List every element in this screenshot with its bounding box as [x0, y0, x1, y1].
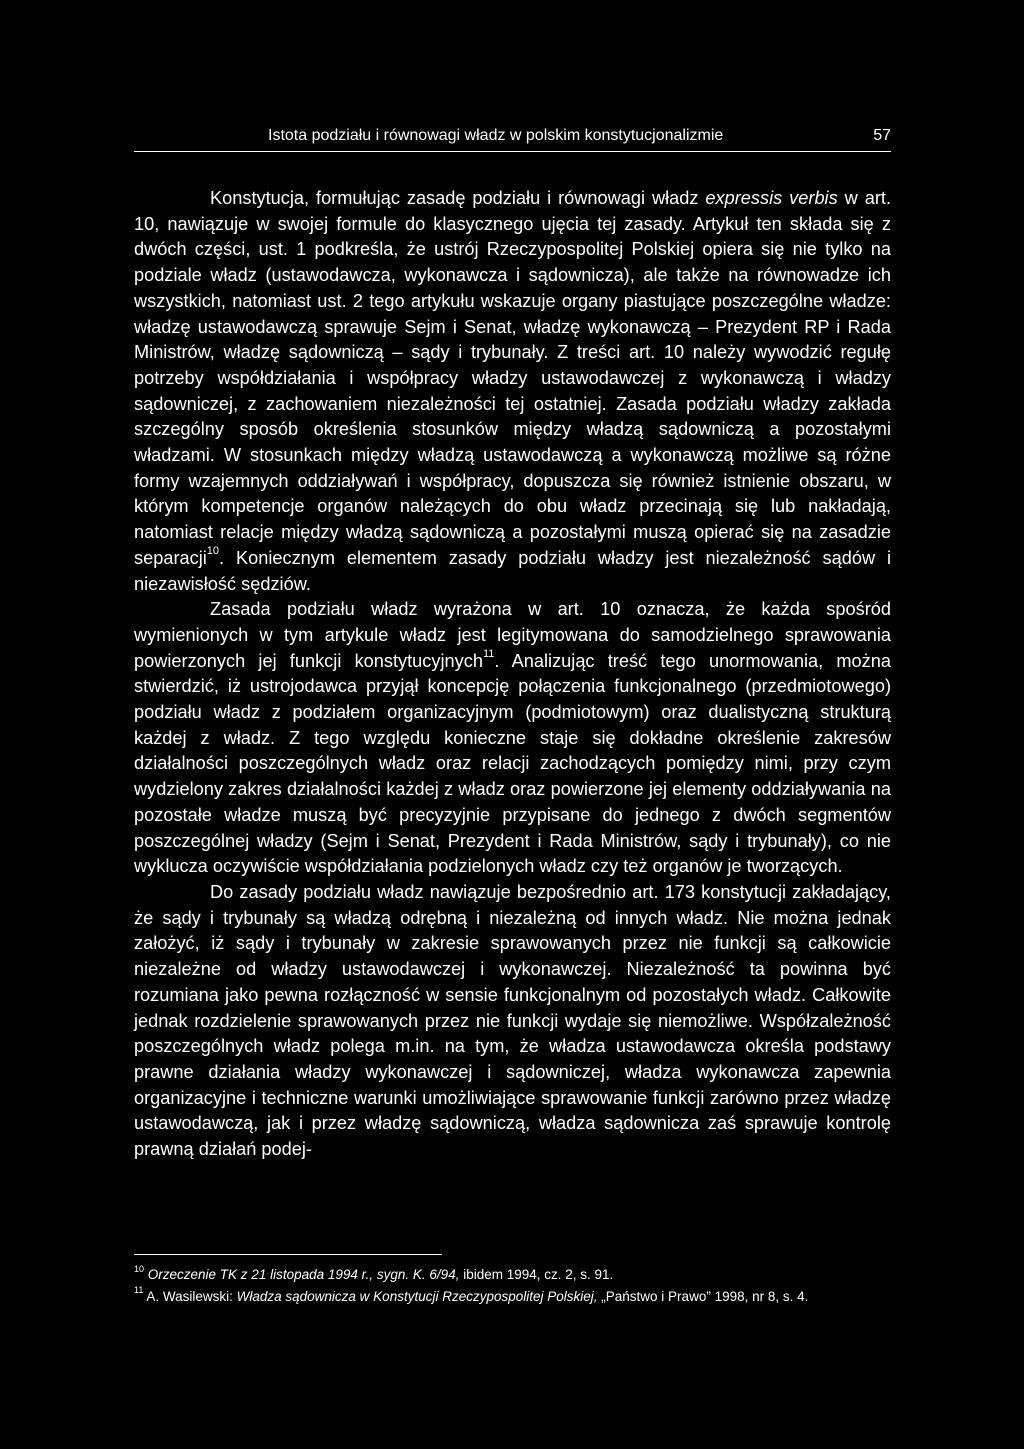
footnote-separator: [134, 1254, 442, 1255]
footnote-text: ibidem 1994, cz. 2, s. 91.: [459, 1267, 614, 1282]
paragraph-2: [134, 597, 891, 880]
paragraph-1-text-c: . Koniecznym elementem zasady podziału władzy jest niezależność sądów i niezawisłość sędziów.: [134, 547, 891, 594]
main-text: [134, 186, 891, 1163]
page-number: 57: [873, 127, 891, 144]
running-header-title: Istota podziału i równowagi władz w polskim konstytucjonalizmie: [268, 127, 724, 144]
paragraph-1-text-b: w art. 10, nawiązuje w swojej formule do klasycznego ujęcia tej zasady. Artykuł ten składa się z dwóch części, ust. 1 podkreśla, że ustrój Rzeczypospolitej Polskiej opiera się nie tylko na podziale władz (ustawodawcza, wykonawcza i sądownicza), ale także na równowadze ich wszystkich, natomiast ust. 2 tego artykułu wskazuje organy piastujące poszczególne władze: władzę ustawodawczą sprawuje Sejm i Senat, władzę wykonawczą – Prezydent RP i Rada Ministrów, władzę sądowniczą – sądy i trybunały. Z treści art. 10 należy wywodzić regułę potrzeby współdziałania i współpracy władzy ustawodawczej z wykonawczą i władzy sądowniczej, z zachowaniem niezależności tej ostatniej. Zasada podziału władzy zakłada szczególny sposób określenia stosunków między władzą sądowniczą a pozostałymi władzami. W stosunkach między władzą ustawodawczą a wykonawczą możliwe są różne formy wzajemnych oddziaływań i współpracy, dopuszcza się również istnienie obszaru, w którym kompetencje organów należących do obu władz przecinają się lub nakładają, natomiast relacje między władzą sądowniczą a pozostałymi muszą opierać się na zasadzie separacji: [134, 188, 891, 568]
running-header: [134, 125, 891, 152]
footnote-11: [134, 1285, 891, 1306]
footnote-number: 10: [134, 1263, 145, 1274]
footnote-ref-11[interactable]: 11: [482, 647, 495, 660]
paragraph-1: [134, 186, 891, 597]
footnote-italic: Władza sądownicza w Konstytucji Rzeczypospolitej Polskiej,: [236, 1288, 598, 1304]
footnote-10: [134, 1263, 891, 1284]
paragraph-2-text-a: Zasada podziału władz wyrażona w art. 10 oznacza, że każda spośród wymienionych w tym artykule władz jest legitymowana do samodzielnego sprawowania powierzonych jej funkcji konstytucyjnych: [134, 599, 891, 671]
paragraph-2-text-b: . Analizując treść tego unormowania, można stwierdzić, iż ustrojodawca przyjął koncepcję połączenia funkcjonalnego (przedmiotowego) podziału władz z podziałem organizacyjnym (podmiotowym) oraz dualistyczną strukturą każdej z władz. Z tego względu konieczne staje się dokładne określenie zakresów działalności poszczególnych władz oraz relacji zachodzących pomiędzy nimi, przy czym wydzielony zakres działalności każdej z władz oraz powierzone jej elementy oddziaływania na pozostałe władze muszą być precyzyjnie przypisane do jednego z dwóch segmentów poszczególnej władzy (Sejm i Senat, Prezydent i Rada Ministrów, sądy i trybunały), co nie wyklucza oczywiście współdziałania podzielonych władz czy też organów je tworzących.: [134, 650, 891, 877]
footnotes: [134, 1263, 891, 1310]
footnote-ref-10[interactable]: 10: [206, 544, 220, 557]
footnote-author: A. Wasilewski:: [143, 1288, 237, 1304]
footnote-italic: Orzeczenie TK z 21 listopada 1994 r., sygn. K. 6/94,: [147, 1267, 460, 1282]
footnote-number: 11: [134, 1285, 144, 1295]
paragraph-1-text-a: Konstytucja, formułując zasadę podziału i równowagi władz: [210, 188, 706, 208]
paragraph-1-emphasis: expressis verbis: [705, 188, 838, 208]
paragraph-3: Do zasady podziału władz nawiązuje bezpośrednio art. 173 konstytucji zakładający, że sądy i trybunały są władzą odrębną i niezależną od innych władz. Nie można jednak założyć, iż sądy i trybunały w zakresie sprawowanych przez nie funkcji są całkowicie niezależne od władzy ustawodawczej i wykonawczej. Niezależność ta powinna być rozumiana jako pewna rozłączność w sensie funkcjonalnym od pozostałych władz. Całkowite jednak rozdzielenie sprawowanych przez nie funkcji wydaje się niemożliwe. Współzależność poszczególnych władz polega m.in. na tym, że władza ustawodawcza określa podstawy prawne działania władzy wykonawczej i sądowniczej, władza wykonawcza zapewnia organizacyjne i techniczne warunki umożliwiające sprawowanie funkcji zarówno przez władzę ustawodawczą, jak i przez władzę sądowniczą, władza sądownicza zaś sprawuje kontrolę prawną działań podej-: [134, 881, 891, 1160]
footnote-text: „Państwo i Prawo” 1998, nr 8, s. 4.: [597, 1288, 809, 1304]
